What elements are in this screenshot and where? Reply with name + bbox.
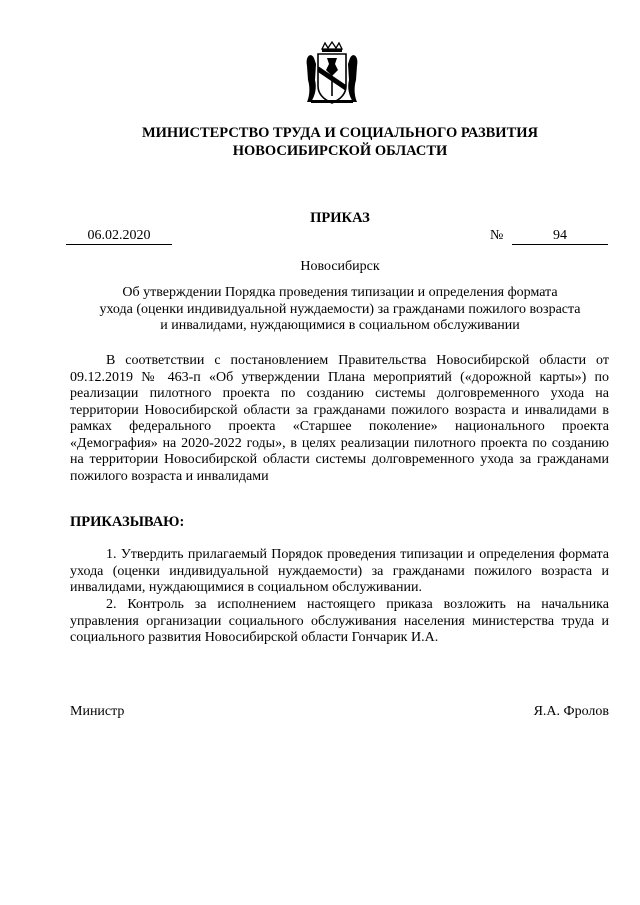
ministry-name-line-2: НОВОСИБИРСКОЙ ОБЛАСТИ (232, 143, 448, 159)
order-number: 94 (512, 228, 608, 245)
signatory-name: Я.А. Фролов (533, 704, 609, 719)
decree-heading: ПРИКАЗЫВАЮ: (70, 514, 185, 530)
order-subject-line-3: и инвалидами, нуждающимися в социальном обслуживании (160, 318, 520, 333)
issue-city: Новосибирск (300, 259, 380, 274)
order-number-sign: № (490, 228, 504, 243)
order-subject (70, 285, 610, 335)
coat-of-arms-emblem (303, 40, 361, 106)
order-item-2: 2. Контроль за исполнением настоящего приказа возложить на начальника управления организации социального обслуживания населения министерства труда и социального развития Новосибирской области Гончарик И.А. (70, 597, 609, 645)
document-title: ПРИКАЗ (310, 210, 370, 226)
order-subject-line-1: Об утверждении Порядка проведения типизации и определения формата (122, 285, 558, 300)
order-item-1: 1. Утвердить прилагаемый Порядок проведения типизации и определения формата ухода (оценки индивидуальной нуждаемости) за гражданами пожилого возраста и инвалидами, нуждающимися в социальном обслуживании. (70, 547, 609, 595)
order-date: 06.02.2020 (66, 228, 172, 245)
order-subject-line-2: ухода (оценки индивидуальной нуждаемости) за гражданами пожилого возраста (99, 301, 581, 317)
ministry-name (40, 124, 640, 160)
preamble-paragraph: В соответствии с постановлением Правительства Новосибирской области от 09.12.2019 № 463-п «Об утверждении Плана мероприятий («дорожной карты») по реализации пилотного проекта по созданию системы долговременного ухода на территории Новосибирской области за гражданами пожилого возраста и инвалидами в рамках федерального проекта «Старшее поколение» национального проекта «Демография» на 2020-2022 годы», в целях реализации пилотного проекта по созданию на территории Новосибирской области системы долговременного ухода за гражданами пожилого возраста и инвалидами (70, 353, 609, 484)
signatory-position: Министр (70, 704, 125, 719)
ministry-name-line-1: МИНИСТЕРСТВО ТРУДА И СОЦИАЛЬНОГО РАЗВИТИЯ (141, 125, 539, 141)
